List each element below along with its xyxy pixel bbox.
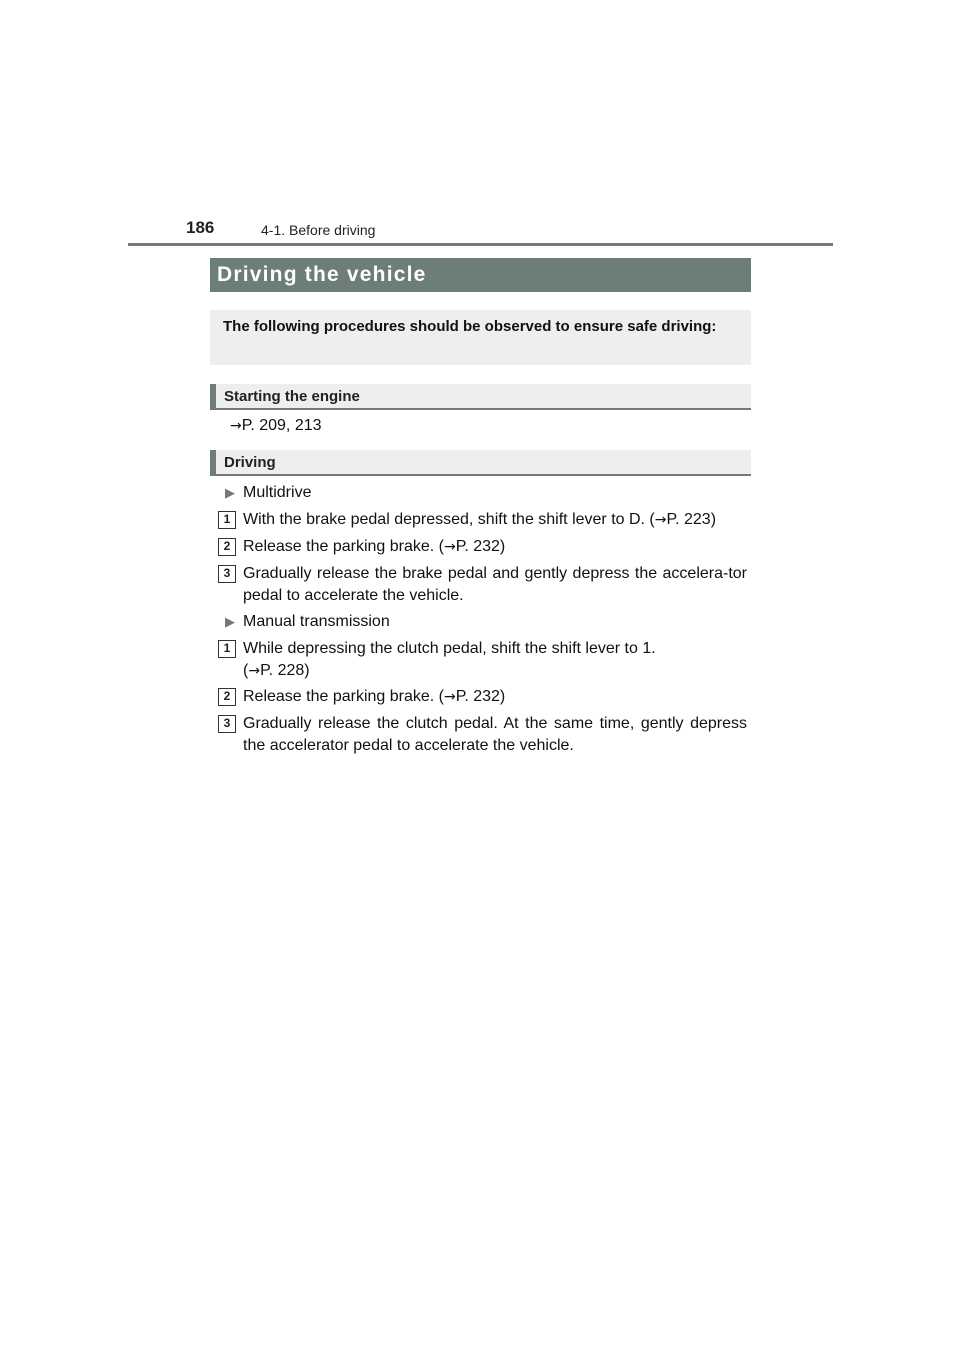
- reference-text: P. 209, 213: [241, 417, 322, 434]
- step-number: 3: [218, 565, 236, 583]
- group-title-manual: [225, 611, 390, 633]
- group-title-label: Manual transmission: [243, 613, 390, 630]
- step-number: 3: [218, 715, 236, 733]
- page-title: Driving the vehicle: [210, 258, 751, 292]
- subheading-driving: Driving: [210, 450, 751, 476]
- triangle-right-icon: ▶: [225, 485, 235, 500]
- engine-start-reference[interactable]: [230, 415, 322, 437]
- page-reference[interactable]: P. 223): [666, 511, 717, 528]
- subheading-starting-engine: Starting the engine: [210, 384, 751, 410]
- group-title-label: Multidrive: [243, 484, 312, 501]
- header-divider: [128, 243, 833, 246]
- page-reference[interactable]: P. 232): [455, 538, 506, 555]
- page-reference[interactable]: P. 228): [260, 662, 310, 679]
- arrow-right-icon: →: [444, 689, 456, 705]
- step-text: While depressing the clutch pedal, shift the shift lever to 1. (→P. 228): [243, 640, 656, 679]
- group-title-multidrive: [225, 482, 311, 504]
- page-reference[interactable]: P. 232): [455, 688, 506, 705]
- page-number: 186: [186, 218, 215, 237]
- arrow-right-icon: →: [248, 663, 261, 679]
- step-text: With the brake pedal depressed, shift the shift lever to D. (→P. 223): [243, 511, 717, 528]
- section-title: 4-1. Before driving: [261, 222, 376, 238]
- triangle-right-icon: ▶: [225, 614, 235, 629]
- step-text: Release the parking brake. (→P. 232): [243, 688, 506, 705]
- intro-text: The following procedures should be observed to ensure safe driving:: [210, 310, 751, 365]
- step-number: 2: [218, 688, 236, 706]
- arrow-right-icon: →: [230, 418, 242, 434]
- page-header: [128, 214, 833, 246]
- arrow-right-icon: →: [654, 512, 667, 528]
- step-text: Gradually release the brake pedal and gently depress the accelera-tor pedal to accelerate the vehicle.: [243, 565, 747, 604]
- step-number: 2: [218, 538, 236, 556]
- step-text: Gradually release the clutch pedal. At the same time, gently depress the accelerator pedal to accelerate the vehicle.: [243, 715, 747, 754]
- step-text: Release the parking brake. (→P. 232): [243, 538, 506, 555]
- arrow-right-icon: →: [444, 539, 456, 555]
- step-number: 1: [218, 640, 236, 658]
- step-number: 1: [218, 511, 236, 529]
